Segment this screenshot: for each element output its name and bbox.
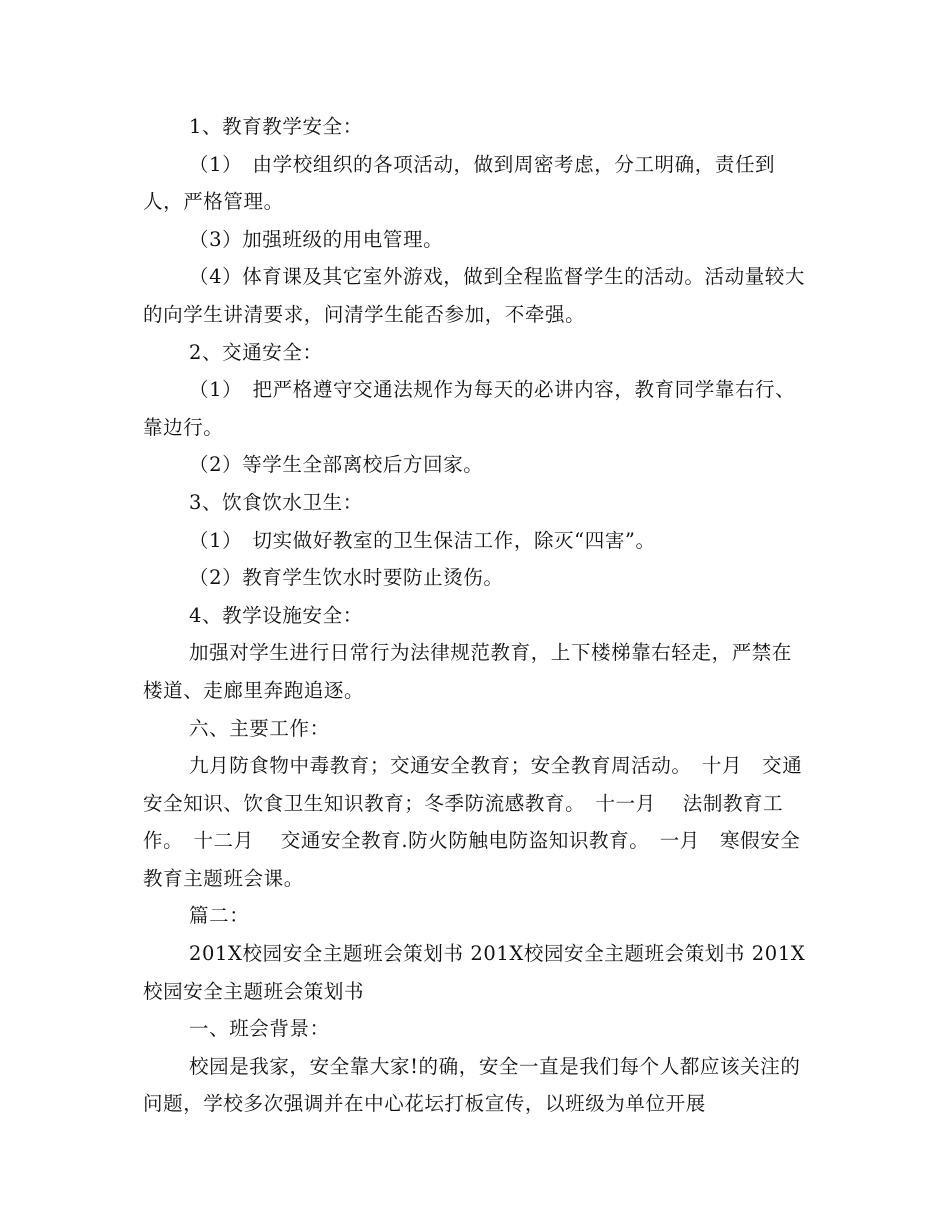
heading-food-water: 3、饮食饮水卫生： [189, 490, 363, 514]
paragraph-stairs: 加强对学生进行日常行为法律规范教育，上下楼梯靠右轻走，严禁在楼道、走廊里奔跑追逐。 [143, 641, 793, 702]
heading-part-two: 篇二： [189, 904, 250, 928]
heading-background: 一、班会背景： [189, 1017, 330, 1041]
paragraph-cleaning: （1） 切实做好教室的卫生保洁工作，除灭“四害”。 [189, 528, 656, 552]
paragraph-activities: （1） 由学校组织的各项活动，做到周密考虑，分工明确，责任到人，严格管理。 [143, 152, 776, 214]
paragraph-scald: （2）教育学生饮水时要防止烫伤。 [189, 566, 504, 590]
heading-teaching-safety: 1、教育教学安全： [189, 115, 363, 138]
document-body [143, 108, 808, 1123]
paragraph-traffic-rules: （1） 把严格遵守交通法规作为每天的必讲内容，教育同学靠右行、靠边行。 [143, 378, 796, 439]
heading-traffic-safety: 2、交通安全： [189, 340, 323, 364]
heading-facility-safety: 4、教学设施安全： [189, 603, 363, 627]
paragraph-plan-titles: 201X校园安全主题班会策划书 201X校园安全主题班会策划书 201X校园安全主题班会策划书 [143, 942, 806, 1003]
paragraph-electricity: （3）加强班级的用电管理。 [189, 227, 444, 251]
paragraph-pe-class: （4）体育课及其它室外游戏，做到全程监督学生的活动。活动量较大的向学生讲清要求，问清学生能否参加，不牵强。 [143, 265, 806, 326]
heading-main-work: 六、主要工作： [189, 716, 330, 740]
paragraph-background: 校园是我家，安全靠大家!的确，安全一直是我们每个人都应该关注的问题，学校多次强调并在中心花坛打板宣传，以班级为单位开展 [143, 1054, 801, 1116]
paragraph-monthly-plan: 九月防食物中毒教育；交通安全教育；安全教育周活动。 十月 交通安全知识、饮食卫生知识教育；冬季防流感教育。 十一月 法制教育工作。 十二月 交通安全教育.防火防触电防盗知识教育。 一月 寒假安全教育主题班会课。 [143, 754, 803, 890]
paragraph-go-home: （2）等学生全部离校后方回家。 [189, 453, 484, 477]
